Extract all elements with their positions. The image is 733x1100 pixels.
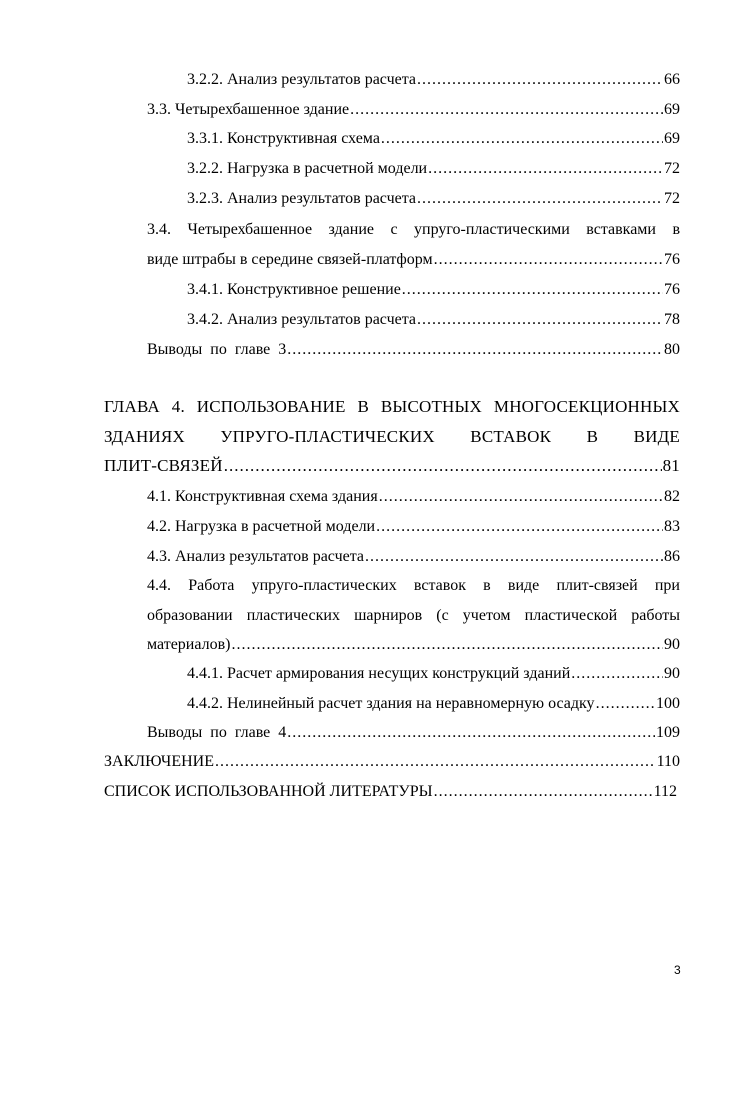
toc-entry-label: 3.2.2. Нагрузка в расчетной модели <box>187 160 428 177</box>
toc-leader-dots <box>417 70 663 90</box>
toc-entry-label: Выводы по главе 4 <box>147 724 287 741</box>
toc-entry-3-4-1[interactable] <box>187 280 680 300</box>
toc-entry-page: 112 <box>653 783 677 800</box>
toc-entry-label: виде штрабы в середине связей-платформ <box>147 251 433 268</box>
toc-entry-4-4-line2: образовании пластических шарниров (с учетом пластической работы <box>147 607 680 624</box>
toc-entry-4-4[interactable] <box>147 635 680 655</box>
toc-entry-page: 69 <box>664 130 680 147</box>
toc-leader-dots <box>365 547 663 567</box>
toc-entry-4-1[interactable] <box>147 487 680 507</box>
toc-leader-dots <box>287 723 655 743</box>
toc-leader-dots <box>596 694 655 714</box>
toc-entry-page: 80 <box>664 341 680 358</box>
toc-entry-label: ПЛИТ-СВЯЗЕЙ <box>104 456 223 475</box>
toc-entry-conclusions-4[interactable] <box>147 723 680 743</box>
toc-entry-4-4-1[interactable] <box>187 664 680 684</box>
toc-entry-page: 109 <box>656 724 680 741</box>
toc-leader-dots <box>434 782 653 802</box>
toc-entry-page: 66 <box>664 71 680 88</box>
toc-entry-page: 90 <box>664 636 680 653</box>
toc-entry-label: 3.2.3. Анализ результатов расчета <box>187 190 417 207</box>
toc-leader-dots <box>434 250 663 270</box>
toc-entry-page: 86 <box>664 548 680 565</box>
toc-entry-label: 4.4.1. Расчет армирования несущих конструкций зданий <box>187 665 571 682</box>
toc-entry-page: 100 <box>656 695 680 712</box>
toc-entry-page: 72 <box>664 160 680 177</box>
toc-leader-dots <box>428 159 663 179</box>
toc-entry-page: 69 <box>664 101 680 118</box>
toc-leader-dots <box>224 456 662 476</box>
toc-entry-4-4-2[interactable] <box>187 694 680 714</box>
toc-entry-3-4[interactable] <box>147 250 680 270</box>
toc-leader-dots <box>379 487 663 507</box>
toc-chapter-4-line2: ЗДАНИЯХ УПРУГО-ПЛАСТИЧЕСКИХ ВСТАВОК В ВИДЕ <box>104 427 680 446</box>
toc-entry-3-4-2[interactable] <box>187 310 680 330</box>
toc-leader-dots <box>571 664 663 684</box>
toc-entry-label: ЗАКЛЮЧЕНИЕ <box>104 753 214 770</box>
toc-entry-4-2[interactable] <box>147 517 680 537</box>
toc-chapter-4[interactable] <box>104 456 680 476</box>
toc-entry-label: Выводы по главе 3 <box>147 341 287 358</box>
toc-entry-label: СПИСОК ИСПОЛЬЗОВАННОЙ ЛИТЕРАТУРЫ <box>104 783 433 800</box>
page-number: 3 <box>674 963 681 977</box>
toc-entry-page: 81 <box>662 456 680 475</box>
toc-entry-page: 82 <box>664 488 680 505</box>
toc-leader-dots <box>231 635 663 655</box>
toc-entry-label: 3.2.2. Анализ результатов расчета <box>187 71 417 88</box>
toc-entry-3-3[interactable] <box>147 100 680 120</box>
toc-leader-dots <box>402 280 663 300</box>
toc-entry-label: 4.2. Нагрузка в расчетной модели <box>147 518 376 535</box>
toc-leader-dots <box>350 100 663 120</box>
toc-leader-dots <box>376 517 663 537</box>
toc-entry-label: 3.3.1. Конструктивная схема <box>187 130 380 147</box>
toc-entry-conclusion[interactable] <box>104 752 680 772</box>
toc-entry-label: 4.4.2. Нелинейный расчет здания на неравномерную осадку <box>187 695 595 712</box>
toc-entry-label: материалов) <box>147 636 231 653</box>
toc-entry-3-2-2-analysis[interactable] <box>187 70 680 90</box>
toc-entry-4-3[interactable] <box>147 547 680 567</box>
toc-entry-label: 3.3. Четырехбашенное здание <box>147 101 350 118</box>
toc-entry-3-2-2-load[interactable] <box>187 159 680 179</box>
toc-entry-3-4-line1: 3.4. Четырехбашенное здание с упруго-пластическими вставками в <box>147 221 680 238</box>
toc-chapter-4-line1: ГЛАВА 4. ИСПОЛЬЗОВАНИЕ В ВЫСОТНЫХ МНОГОСЕКЦИОННЫХ <box>104 397 680 416</box>
toc-entry-page: 72 <box>664 190 680 207</box>
toc-entry-4-4-line1: 4.4. Работа упруго-пластических вставок в виде плит-связей при <box>147 577 680 594</box>
toc-entry-page: 83 <box>664 518 680 535</box>
toc-entry-3-2-3[interactable] <box>187 189 680 209</box>
toc-leader-dots <box>381 129 663 149</box>
toc-entry-page: 90 <box>664 665 680 682</box>
toc-entry-label: 4.1. Конструктивная схема здания <box>147 488 378 505</box>
toc-entry-3-3-1[interactable] <box>187 129 680 149</box>
toc-entry-page: 76 <box>664 281 680 298</box>
toc-leader-dots <box>287 340 663 360</box>
toc-entry-page: 78 <box>664 311 680 328</box>
toc-entry-conclusions-3[interactable] <box>147 340 680 360</box>
toc-entry-references[interactable] <box>104 782 677 802</box>
toc-leader-dots <box>417 310 663 330</box>
toc-entry-page: 110 <box>656 753 680 770</box>
toc-leader-dots <box>417 189 663 209</box>
toc-entry-page: 76 <box>664 251 680 268</box>
toc-entry-label: 4.3. Анализ результатов расчета <box>147 548 365 565</box>
toc-entry-label: 3.4.1. Конструктивное решение <box>187 281 401 298</box>
toc-leader-dots <box>215 752 656 772</box>
toc-entry-label: 3.4.2. Анализ результатов расчета <box>187 311 417 328</box>
